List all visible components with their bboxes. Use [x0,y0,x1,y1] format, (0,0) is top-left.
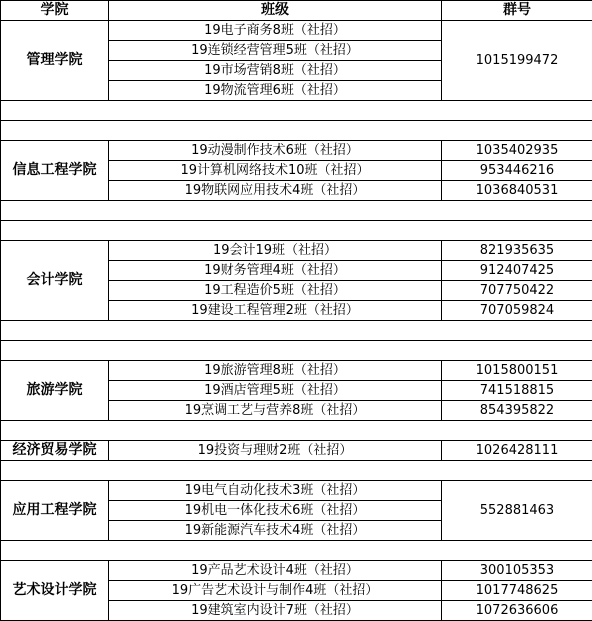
class-name: 19建设工程管理2班（社招） [109,301,442,321]
class-name: 19连锁经营管理5班（社招） [109,41,442,61]
group-number: 854395822 [442,401,592,421]
blank-cell [1,101,592,121]
class-name: 19新能源汽车技术4班（社招） [109,521,442,541]
blank-cell [1,461,592,481]
group-number: 741518815 [442,381,592,401]
spacer-row [1,461,592,481]
spacer-row [1,101,592,121]
group-number: 1015199472 [442,21,592,101]
group-number: 707750422 [442,281,592,301]
table-row [1,241,592,261]
table-row [1,441,592,461]
group-number: 912407425 [442,261,592,281]
college-name: 艺术设计学院 [1,561,109,621]
class-name: 19旅游管理8班（社招） [109,361,442,381]
class-name: 19建筑室内设计7班（社招） [109,601,442,621]
group-number: 707059824 [442,301,592,321]
class-name: 19计算机网络技术10班（社招） [109,161,442,181]
college-name: 会计学院 [1,241,109,321]
class-header: 班级 [109,1,442,21]
class-name: 19动漫制作技术6班（社招） [109,141,442,161]
class-name: 19产品艺术设计4班（社招） [109,561,442,581]
class-name: 19广告艺术设计与制作4班（社招） [109,581,442,601]
class-name: 19工程造价5班（社招） [109,281,442,301]
college-name: 应用工程学院 [1,481,109,541]
group-number: 1035402935 [442,141,592,161]
class-name: 19物联网应用技术4班（社招） [109,181,442,201]
blank-cell [1,421,592,441]
group-number: 1015800151 [442,361,592,381]
college-name: 管理学院 [1,21,109,101]
group-number: 1026428111 [442,441,592,461]
spacer-row [1,321,592,341]
class-name: 19投资与理财2班（社招） [109,441,442,461]
spacer-row [1,221,592,241]
table-row [1,361,592,381]
group-number: 300105353 [442,561,592,581]
blank-cell [1,221,592,241]
header-row [1,1,592,21]
table-row [1,481,592,501]
group-number: 1036840531 [442,181,592,201]
table-row [1,21,592,41]
table-row [1,561,592,581]
class-name: 19酒店管理5班（社招） [109,381,442,401]
college-name: 信息工程学院 [1,141,109,201]
spacer-row [1,341,592,361]
blank-cell [1,321,592,341]
blank-cell [1,121,592,141]
class-name: 19机电一体化技术6班（社招） [109,501,442,521]
class-name: 19财务管理4班（社招） [109,261,442,281]
group-number: 552881463 [442,481,592,541]
college-name: 旅游学院 [1,361,109,421]
spacer-row [1,201,592,221]
class-name: 19市场营销8班（社招） [109,61,442,81]
blank-cell [1,201,592,221]
spacer-row [1,541,592,561]
class-name: 19电子商务8班（社招） [109,21,442,41]
group-number: 953446216 [442,161,592,181]
college-header: 学院 [1,1,109,21]
group-number: 1017748625 [442,581,592,601]
class-name: 19烹调工艺与营养8班（社招） [109,401,442,421]
blank-cell [1,341,592,361]
table-row [1,141,592,161]
group-number: 1072636606 [442,601,592,621]
group-number: 821935635 [442,241,592,261]
group-header: 群号 [442,1,592,21]
class-name: 19电气自动化技术3班（社招） [109,481,442,501]
college-name: 经济贸易学院 [1,441,109,461]
spacer-row [1,421,592,441]
class-name: 19物流管理6班（社招） [109,81,442,101]
spacer-row [1,121,592,141]
blank-cell [1,541,592,561]
class-name: 19会计19班（社招） [109,241,442,261]
